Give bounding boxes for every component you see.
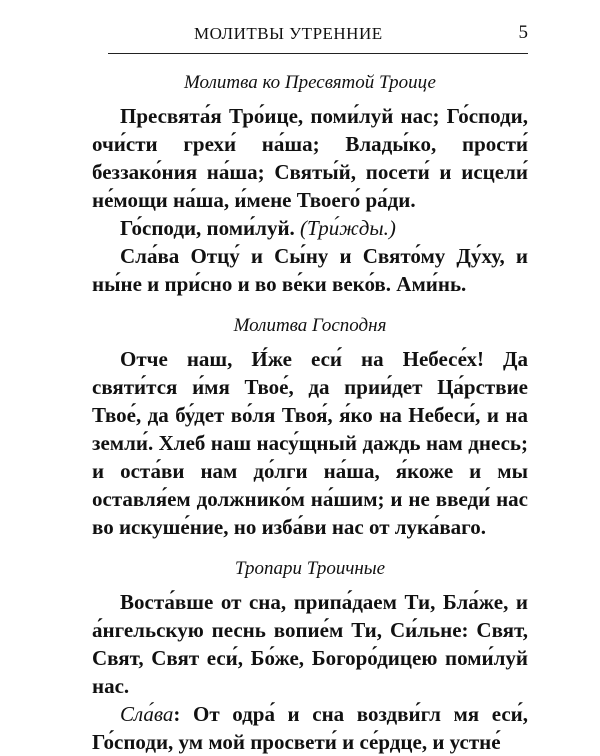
- section-heading-troparia: Тропари Троичные: [234, 558, 386, 579]
- prayer-paragraph: Пресвята́я Тро́ице, поми́луй нас; Го́споди, очи́сти грехи́ на́ша; Влады́ко, прости́ беззако́ния на́ша; Святы́й, посети́ и исцели́ не́мощи на́ша, и́мене Твоего́ ра́ди.: [92, 104, 528, 212]
- rubric-note: (Три́жды.): [300, 216, 396, 240]
- prayer-paragraph: Сла́ва Отцу́ и Сы́ну и Свято́му Ду́ху, и ны́не и при́сно и во ве́ки веко́в. Ами́нь.: [92, 244, 528, 296]
- prayer-paragraph: [92, 214, 528, 242]
- page-number: 5: [518, 22, 528, 43]
- prayer-text: Го́споди, поми́луй.: [120, 216, 301, 240]
- header-rule: [108, 53, 528, 54]
- prayer-paragraph: [92, 700, 528, 756]
- prayer-paragraph: Воста́вше от сна, припа́даем Ти, Бла́же, и а́нгельскую песнь вопие́м Ти, Си́льне: Свят, Свят, Свят еси́, Бо́же, Богоро́дицею поми́луй нас.: [92, 590, 528, 698]
- page-body: [92, 64, 528, 756]
- running-header: [108, 22, 528, 48]
- running-title: МОЛИТВЫ УТРЕННИЕ: [194, 24, 383, 43]
- rubric-lead: Сла́ва: [120, 702, 174, 726]
- prayer-text: : От одра́ и сна воздви́гл мя еси́, Го́споди, ум мой просвети́ и се́рдце, и устне́: [92, 702, 528, 754]
- prayer-paragraph: Отче наш, И́же еси́ на Небесе́х! Да святи́тся и́мя Твое́, да прии́дет Ца́рствие Твое́, да бу́дет во́ля Твоя́, я́ко на Небеси́, и на земли́. Хлеб наш насу́щный даждь нам днесь; и оста́ви нам до́лги на́ша, я́коже и мы оставля́ем должнико́м на́шим; и не введи́ нас во искуше́ние, но изба́ви нас от лука́ваго.: [92, 347, 528, 539]
- section-heading-lords-prayer: Молитва Господня: [233, 315, 387, 336]
- section-heading-trinity: Молитва ко Пресвятой Троице: [183, 72, 436, 93]
